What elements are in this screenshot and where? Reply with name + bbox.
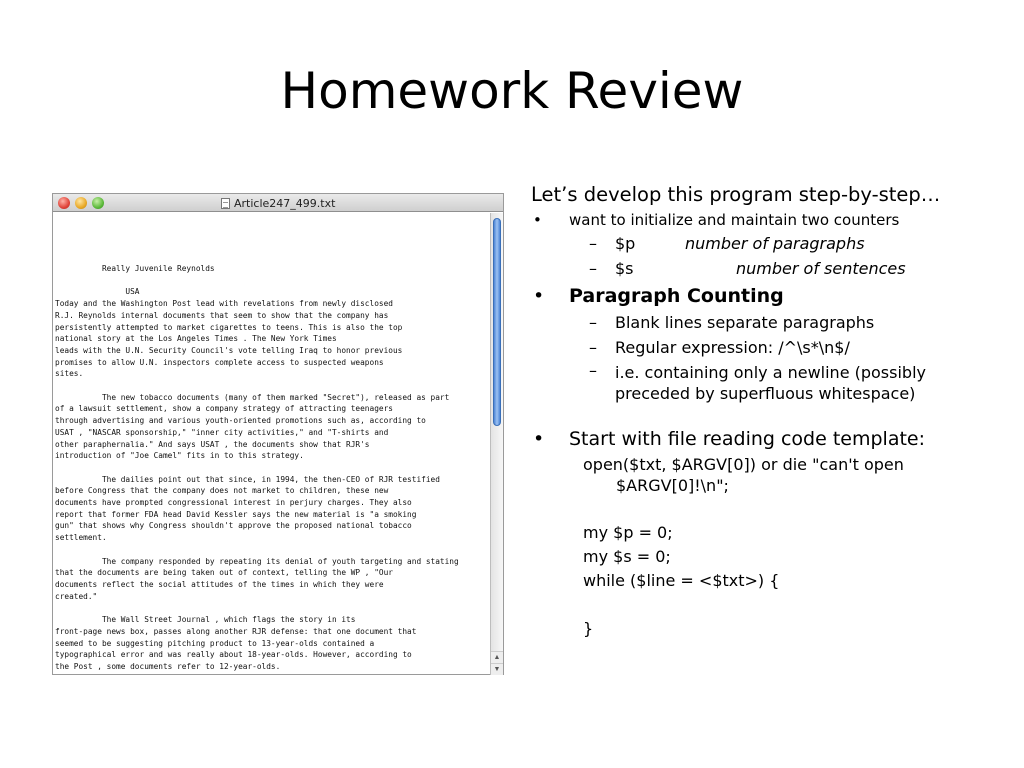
bullet-counters (531, 209, 1001, 231)
document-text-line: front-page news box, passes along another RJR defense: that one document that (55, 626, 417, 636)
document-text-line: USAT , "NASCAR sponsorship," "inner city activities," and "T-shirts and (55, 427, 389, 437)
bullet-icon: • (533, 428, 545, 450)
dash-icon: – (589, 234, 597, 253)
document-text-area[interactable] (53, 213, 491, 675)
sub-bullet-text: Regular expression: /^\s*\n$/ (615, 338, 850, 357)
document-text-line: USA (55, 287, 140, 297)
document-text-line: The Wall Street Journal , which flags the story in its (55, 615, 356, 625)
document-text-line: Really Juvenile Reynolds (55, 264, 215, 273)
bullet-icon: • (533, 211, 542, 229)
document-text-line: of a lawsuit settlement, show a company strategy of attracting teenagers (55, 404, 393, 414)
document-text-line: settlement. (55, 533, 107, 543)
document-text-line: The new tobacco documents (many of them marked "Secret"), released as part (55, 392, 450, 402)
dash-icon: – (589, 361, 597, 380)
bullet-paragraph-text: Paragraph Counting (569, 285, 784, 307)
code-template (531, 453, 1001, 641)
document-text-line: that the documents are being taken out of context, telling the WP , "Our (55, 568, 393, 578)
bullet-counters-text: want to initialize and maintain two counters (569, 211, 900, 229)
document-text (55, 263, 491, 673)
dash-icon: – (589, 313, 597, 332)
bullet-icon: • (533, 285, 545, 307)
document-text-line: persistently attempted to market cigarettes to teens. This is also the top (55, 322, 403, 332)
document-text-line: documents have prompted congressional interest in perjury charges. They also (55, 498, 412, 508)
sub-bullet-newline (531, 360, 1001, 404)
document-text-line (55, 602, 491, 614)
document-text-line: other paraphernalia." And says USAT , the documents show that RJR's (55, 439, 370, 449)
document-text-line: through advertising and various youth-oriented promotions such as, according to (55, 416, 426, 426)
window-titlebar[interactable] (53, 194, 503, 212)
window-title (221, 196, 335, 210)
counter-meaning: number of paragraphs (685, 234, 865, 253)
bullet-template (531, 426, 1001, 453)
counter-term: $p (615, 234, 636, 253)
minimize-window-icon[interactable] (75, 197, 87, 209)
document-text-line: created." (55, 591, 98, 601)
slide-content (531, 181, 1001, 641)
text-editor-window (52, 193, 504, 675)
document-text-line (55, 544, 491, 556)
document-text-line: before Congress that the company does not market to children, these new (55, 486, 389, 496)
code-line: my $p = 0; (583, 523, 673, 542)
document-text-line (55, 275, 491, 287)
counter-meaning: number of sentences (736, 259, 906, 278)
sub-bullet-blank-lines (531, 310, 1001, 335)
slide-title: Homework Review (280, 62, 744, 120)
sub-bullet-s (531, 256, 1001, 281)
code-line: } (583, 619, 594, 638)
document-text-line (55, 380, 491, 392)
document-text-line: gun" that shows why Congress shouldn't approve the proposed national tobacco (55, 521, 412, 531)
document-text-line: R.J. Reynolds internal documents that seem to show that the company has (55, 310, 389, 320)
document-text-line: The company responded by repeating its denial of youth targeting and stating (55, 556, 459, 566)
sub-bullet-p (531, 231, 1001, 256)
document-text-line: sites. (55, 369, 84, 379)
scroll-down-arrow-icon[interactable]: ▼ (491, 663, 503, 675)
document-text-line (55, 462, 491, 474)
document-text-line: leads with the U.N. Security Council's vote telling Iraq to honor previous (55, 345, 403, 355)
sub-bullet-regex (531, 335, 1001, 360)
vertical-scrollbar[interactable] (490, 213, 503, 675)
dash-icon: – (589, 259, 597, 278)
document-text-line: The dailies point out that since, in 1994, the then-CEO of RJR testified (55, 474, 440, 484)
document-text-line: report that former FDA head David Kessler says the new material is "a smoking (55, 509, 417, 519)
document-text-line: Today and the Washington Post lead with revelations from newly disclosed (55, 299, 393, 309)
document-text-line: the Post , some documents refer to 12-year-olds. (55, 661, 281, 671)
sub-bullet-text: Blank lines separate paragraphs (615, 313, 875, 332)
code-line: while ($line = <$txt>) { (583, 571, 780, 590)
window-title-text: Article247_499.txt (234, 196, 336, 210)
document-text-line: seemed to be suggesting pitching product to 13-year-olds contained a (55, 638, 375, 648)
dash-icon: – (589, 338, 597, 357)
bullet-paragraph-counting (531, 283, 1001, 310)
scrollbar-thumb[interactable] (493, 218, 501, 426)
document-text-line: typographical error and was really about 18-year-olds. However, according to (55, 650, 412, 660)
intro-text: Let’s develop this program step-by-step… (531, 183, 941, 206)
document-text-line: documents reflect the social attitudes of the times in which they were (55, 579, 384, 589)
text-document-icon (221, 198, 230, 209)
bullet-template-text: Start with file reading code template: (569, 428, 926, 450)
document-text-line: promises to allow U.N. inspectors complete access to suspected weapons (55, 357, 384, 367)
zoom-window-icon[interactable] (92, 197, 104, 209)
scroll-up-arrow-icon[interactable]: ▲ (491, 651, 503, 663)
code-line: my $s = 0; (583, 547, 671, 566)
code-line: open($txt, $ARGV[0]) or die "can't open (583, 455, 904, 474)
sub-bullet-text: i.e. containing only a newline (possibly preceded by superfluous whitespace) (615, 363, 926, 403)
document-text-line: introduction of "Joe Camel" fits in to this strategy. (55, 451, 304, 461)
close-window-icon[interactable] (58, 197, 70, 209)
code-line: $ARGV[0]!\n"; (616, 476, 729, 495)
counter-term: $s (615, 259, 634, 278)
document-text-line: national story at the Los Angeles Times . The New York Times (55, 334, 337, 344)
